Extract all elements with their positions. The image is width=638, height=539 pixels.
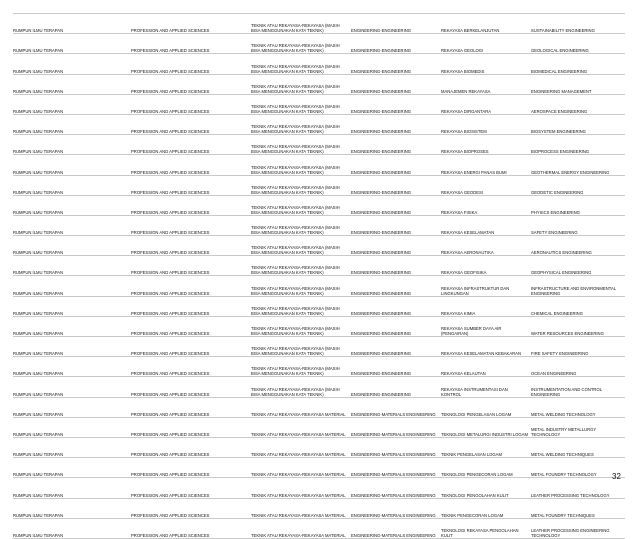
- rumpun-cell: RUMPUN ILMU TERAPAN: [13, 458, 131, 478]
- field-id-cell: TEKNIK ATAU REKAYASA-REKAYASA MATERIAL: [251, 478, 351, 498]
- subfield-id-cell: TEKNOLOGI PENGELASAN LOGAM: [441, 397, 531, 417]
- subfield-en-cell: SAFETY ENGINEERING: [531, 215, 625, 235]
- subfield-id-cell: REKAYASA AERONAUTIKA: [441, 236, 531, 256]
- subfield-id-cell: REKAYASA BERKELANJUTAN: [441, 14, 531, 34]
- subfield-id-cell: REKAYASA INSTRUMENTASI DAN KONTROL: [441, 377, 531, 397]
- field-id-cell: TEKNIK ATAU REKAYASA-REKAYASA (MASIH BISA MENGGUNAKAN KATA TEKNIK): [251, 316, 351, 336]
- field-id-cell: TEKNIK ATAU REKAYASA-REKAYASA (MASIH BISA MENGGUNAKAN KATA TEKNIK): [251, 215, 351, 235]
- subfield-en-cell: METAL INDUSTRY METALLURGY TECHNOLOGY: [531, 417, 625, 437]
- subfield-en-cell: METAL WELDING TECHNOLOGY: [531, 397, 625, 417]
- discipline-cell: PROFESSION AND APPLIED SCIENCES: [131, 337, 251, 357]
- discipline-cell: PROFESSION AND APPLIED SCIENCES: [131, 458, 251, 478]
- rumpun-cell: RUMPUN ILMU TERAPAN: [13, 397, 131, 417]
- table-row: [13, 54, 625, 74]
- subfield-id-cell: REKAYASA DIRGANTARA: [441, 94, 531, 114]
- subfield-en-cell: GEOLOGICAL ENGINEERING: [531, 34, 625, 54]
- field-en-cell: ENGINEERING-MATERIALS ENGINEERING: [351, 498, 441, 518]
- subfield-id-cell: REKAYASA GEOFISIKA: [441, 256, 531, 276]
- field-id-cell: TEKNIK ATAU REKAYASA-REKAYASA MATERIAL: [251, 498, 351, 518]
- rumpun-cell: RUMPUN ILMU TERAPAN: [13, 377, 131, 397]
- field-en-cell: ENGINEERING-MATERIALS ENGINEERING: [351, 437, 441, 457]
- field-en-cell: ENGINEERING-MATERIALS ENGINEERING: [351, 417, 441, 437]
- rumpun-cell: RUMPUN ILMU TERAPAN: [13, 357, 131, 377]
- discipline-cell: PROFESSION AND APPLIED SCIENCES: [131, 397, 251, 417]
- rumpun-cell: RUMPUN ILMU TERAPAN: [13, 215, 131, 235]
- subfield-id-cell: REKAYASA KIMIA: [441, 296, 531, 316]
- table-row: [13, 74, 625, 94]
- table-row: [13, 114, 625, 134]
- table-row: [13, 337, 625, 357]
- rumpun-cell: RUMPUN ILMU TERAPAN: [13, 437, 131, 457]
- discipline-cell: PROFESSION AND APPLIED SCIENCES: [131, 175, 251, 195]
- table-row: [13, 215, 625, 235]
- subfield-en-cell: WATER RESOURCES ENGINEERING: [531, 316, 625, 336]
- table-row: [13, 296, 625, 316]
- classification-table: [13, 13, 625, 539]
- discipline-cell: PROFESSION AND APPLIED SCIENCES: [131, 518, 251, 538]
- subfield-en-cell: BIOSYSTEM ENGINEERING: [531, 114, 625, 134]
- table-body: [13, 14, 625, 539]
- subfield-id-cell: REKAYASA INFRASTRUKTUR DAN LINGKUNGAN: [441, 276, 531, 296]
- subfield-id-cell: REKAYASA KESELAMATAN KEBAKARAN: [441, 337, 531, 357]
- subfield-en-cell: AEROSPACE ENGINEERING: [531, 94, 625, 114]
- field-id-cell: TEKNIK ATAU REKAYASA-REKAYASA (MASIH BISA MENGGUNAKAN KATA TEKNIK): [251, 256, 351, 276]
- field-en-cell: ENGINEERING-ENGINEERING: [351, 296, 441, 316]
- table-row: [13, 518, 625, 538]
- table-row: [13, 14, 625, 34]
- field-id-cell: TEKNIK ATAU REKAYASA-REKAYASA MATERIAL: [251, 397, 351, 417]
- table-row: [13, 94, 625, 114]
- field-id-cell: TEKNIK ATAU REKAYASA-REKAYASA (MASIH BISA MENGGUNAKAN KATA TEKNIK): [251, 276, 351, 296]
- field-en-cell: ENGINEERING-ENGINEERING: [351, 316, 441, 336]
- subfield-en-cell: METAL WELDING TECHNIQUES: [531, 437, 625, 457]
- subfield-en-cell: GEOPHYSICAL ENGINEERING: [531, 256, 625, 276]
- field-id-cell: TEKNIK ATAU REKAYASA-REKAYASA (MASIH BISA MENGGUNAKAN KATA TEKNIK): [251, 94, 351, 114]
- field-en-cell: ENGINEERING-ENGINEERING: [351, 155, 441, 175]
- field-en-cell: ENGINEERING-ENGINEERING: [351, 74, 441, 94]
- rumpun-cell: RUMPUN ILMU TERAPAN: [13, 34, 131, 54]
- field-id-cell: TEKNIK ATAU REKAYASA-REKAYASA (MASIH BISA MENGGUNAKAN KATA TEKNIK): [251, 14, 351, 34]
- field-en-cell: ENGINEERING-ENGINEERING: [351, 337, 441, 357]
- discipline-cell: PROFESSION AND APPLIED SCIENCES: [131, 74, 251, 94]
- subfield-id-cell: TEKNOLOGI PENGOLAHAN KULIT: [441, 478, 531, 498]
- subfield-id-cell: TEKNIK PENGECORAN LOGAM: [441, 498, 531, 518]
- rumpun-cell: RUMPUN ILMU TERAPAN: [13, 337, 131, 357]
- rumpun-cell: RUMPUN ILMU TERAPAN: [13, 114, 131, 134]
- subfield-id-cell: REKAYASA GEODESI: [441, 175, 531, 195]
- table-row: [13, 478, 625, 498]
- subfield-id-cell: REKAYASA FISIKA: [441, 195, 531, 215]
- field-en-cell: ENGINEERING-ENGINEERING: [351, 114, 441, 134]
- field-en-cell: ENGINEERING-MATERIALS ENGINEERING: [351, 397, 441, 417]
- rumpun-cell: RUMPUN ILMU TERAPAN: [13, 155, 131, 175]
- subfield-id-cell: TEKNOLOGI REKAYASA PENGOLAHAN KULIT: [441, 518, 531, 538]
- field-id-cell: TEKNIK ATAU REKAYASA-REKAYASA (MASIH BISA MENGGUNAKAN KATA TEKNIK): [251, 135, 351, 155]
- rumpun-cell: RUMPUN ILMU TERAPAN: [13, 135, 131, 155]
- field-en-cell: ENGINEERING-ENGINEERING: [351, 94, 441, 114]
- subfield-id-cell: TEKNOLOGI PENGECORAN LOGAM: [441, 458, 531, 478]
- subfield-en-cell: ENGINEERING MANAGEMENT: [531, 74, 625, 94]
- discipline-cell: PROFESSION AND APPLIED SCIENCES: [131, 498, 251, 518]
- field-en-cell: ENGINEERING-ENGINEERING: [351, 256, 441, 276]
- field-en-cell: ENGINEERING-ENGINEERING: [351, 215, 441, 235]
- rumpun-cell: RUMPUN ILMU TERAPAN: [13, 14, 131, 34]
- table-row: [13, 236, 625, 256]
- subfield-id-cell: REKAYASA BIOSISTEM: [441, 114, 531, 134]
- field-id-cell: TEKNIK ATAU REKAYASA-REKAYASA (MASIH BISA MENGGUNAKAN KATA TEKNIK): [251, 34, 351, 54]
- field-id-cell: TEKNIK ATAU REKAYASA-REKAYASA (MASIH BISA MENGGUNAKAN KATA TEKNIK): [251, 54, 351, 74]
- subfield-id-cell: MANAJEMEN REKAYASA: [441, 74, 531, 94]
- subfield-en-cell: GEOTHERMAL ENERGY ENGINEERING: [531, 155, 625, 175]
- rumpun-cell: RUMPUN ILMU TERAPAN: [13, 276, 131, 296]
- discipline-cell: PROFESSION AND APPLIED SCIENCES: [131, 417, 251, 437]
- field-id-cell: TEKNIK ATAU REKAYASA-REKAYASA (MASIH BISA MENGGUNAKAN KATA TEKNIK): [251, 74, 351, 94]
- subfield-en-cell: INSTRUMENTATION AND CONTROL ENGINEERING: [531, 377, 625, 397]
- rumpun-cell: RUMPUN ILMU TERAPAN: [13, 54, 131, 74]
- subfield-id-cell: REKAYASA GEOLOGI: [441, 34, 531, 54]
- subfield-en-cell: BIOMEDICAL ENGINEERING: [531, 54, 625, 74]
- table-row: [13, 155, 625, 175]
- table-row: [13, 135, 625, 155]
- rumpun-cell: RUMPUN ILMU TERAPAN: [13, 316, 131, 336]
- field-en-cell: ENGINEERING-ENGINEERING: [351, 54, 441, 74]
- subfield-en-cell: METAL FOUNDRY TECHNIQUES: [531, 498, 625, 518]
- discipline-cell: PROFESSION AND APPLIED SCIENCES: [131, 357, 251, 377]
- discipline-cell: PROFESSION AND APPLIED SCIENCES: [131, 195, 251, 215]
- field-en-cell: ENGINEERING-ENGINEERING: [351, 377, 441, 397]
- field-en-cell: ENGINEERING-MATERIALS ENGINEERING: [351, 478, 441, 498]
- discipline-cell: PROFESSION AND APPLIED SCIENCES: [131, 316, 251, 336]
- discipline-cell: PROFESSION AND APPLIED SCIENCES: [131, 296, 251, 316]
- subfield-en-cell: SUSTAINABILITY ENGINEERING: [531, 14, 625, 34]
- discipline-cell: PROFESSION AND APPLIED SCIENCES: [131, 54, 251, 74]
- subfield-id-cell: REKAYASA BIOMEDIS: [441, 54, 531, 74]
- rumpun-cell: RUMPUN ILMU TERAPAN: [13, 256, 131, 276]
- discipline-cell: PROFESSION AND APPLIED SCIENCES: [131, 478, 251, 498]
- discipline-cell: PROFESSION AND APPLIED SCIENCES: [131, 155, 251, 175]
- rumpun-cell: RUMPUN ILMU TERAPAN: [13, 175, 131, 195]
- subfield-id-cell: REKAYASA KESELAMATAN: [441, 215, 531, 235]
- field-en-cell: ENGINEERING-MATERIALS ENGINEERING: [351, 518, 441, 538]
- rumpun-cell: RUMPUN ILMU TERAPAN: [13, 417, 131, 437]
- subfield-en-cell: BIOPROCESS ENGINEERING: [531, 135, 625, 155]
- field-en-cell: ENGINEERING-ENGINEERING: [351, 175, 441, 195]
- field-en-cell: ENGINEERING-ENGINEERING: [351, 135, 441, 155]
- field-id-cell: TEKNIK ATAU REKAYASA-REKAYASA (MASIH BISA MENGGUNAKAN KATA TEKNIK): [251, 296, 351, 316]
- table-row: [13, 377, 625, 397]
- field-id-cell: TEKNIK ATAU REKAYASA-REKAYASA (MASIH BISA MENGGUNAKAN KATA TEKNIK): [251, 377, 351, 397]
- field-id-cell: TEKNIK ATAU REKAYASA-REKAYASA MATERIAL: [251, 458, 351, 478]
- field-id-cell: TEKNIK ATAU REKAYASA-REKAYASA (MASIH BISA MENGGUNAKAN KATA TEKNIK): [251, 236, 351, 256]
- table-row: [13, 34, 625, 54]
- subfield-id-cell: REKAYASA KELAUTAN: [441, 357, 531, 377]
- table-row: [13, 357, 625, 377]
- field-id-cell: TEKNIK ATAU REKAYASA-REKAYASA (MASIH BISA MENGGUNAKAN KATA TEKNIK): [251, 175, 351, 195]
- rumpun-cell: RUMPUN ILMU TERAPAN: [13, 74, 131, 94]
- field-id-cell: TEKNIK ATAU REKAYASA-REKAYASA MATERIAL: [251, 437, 351, 457]
- subfield-id-cell: TEKNIK PENGELASAN LOGAM: [441, 437, 531, 457]
- discipline-cell: PROFESSION AND APPLIED SCIENCES: [131, 135, 251, 155]
- subfield-en-cell: METAL FOUNDRY TECHNOLOGY: [531, 458, 625, 478]
- table-row: [13, 458, 625, 478]
- field-en-cell: ENGINEERING-ENGINEERING: [351, 276, 441, 296]
- discipline-cell: PROFESSION AND APPLIED SCIENCES: [131, 215, 251, 235]
- table-row: [13, 417, 625, 437]
- field-id-cell: TEKNIK ATAU REKAYASA-REKAYASA MATERIAL: [251, 417, 351, 437]
- table-row: [13, 175, 625, 195]
- table-row: [13, 256, 625, 276]
- discipline-cell: PROFESSION AND APPLIED SCIENCES: [131, 14, 251, 34]
- table-row: [13, 397, 625, 417]
- field-en-cell: ENGINEERING-MATERIALS ENGINEERING: [351, 458, 441, 478]
- discipline-cell: PROFESSION AND APPLIED SCIENCES: [131, 276, 251, 296]
- table-row: [13, 316, 625, 336]
- subfield-id-cell: REKAYASA SUMBER DAYA AIR (PENGAIRAN): [441, 316, 531, 336]
- field-id-cell: TEKNIK ATAU REKAYASA-REKAYASA (MASIH BISA MENGGUNAKAN KATA TEKNIK): [251, 337, 351, 357]
- discipline-cell: PROFESSION AND APPLIED SCIENCES: [131, 256, 251, 276]
- field-en-cell: ENGINEERING-ENGINEERING: [351, 357, 441, 377]
- subfield-en-cell: LEATHER PROCESSING ENGINEERING TECHNOLOGY: [531, 518, 625, 538]
- field-id-cell: TEKNIK ATAU REKAYASA-REKAYASA (MASIH BISA MENGGUNAKAN KATA TEKNIK): [251, 155, 351, 175]
- subfield-id-cell: TEKNOLOGI METALURGI INDUSTRI LOGAM: [441, 417, 531, 437]
- rumpun-cell: RUMPUN ILMU TERAPAN: [13, 296, 131, 316]
- table-row: [13, 437, 625, 457]
- field-en-cell: ENGINEERING-ENGINEERING: [351, 14, 441, 34]
- field-id-cell: TEKNIK ATAU REKAYASA-REKAYASA (MASIH BISA MENGGUNAKAN KATA TEKNIK): [251, 195, 351, 215]
- rumpun-cell: RUMPUN ILMU TERAPAN: [13, 195, 131, 215]
- discipline-cell: PROFESSION AND APPLIED SCIENCES: [131, 236, 251, 256]
- subfield-en-cell: PHYSICS ENGINEERING: [531, 195, 625, 215]
- discipline-cell: PROFESSION AND APPLIED SCIENCES: [131, 34, 251, 54]
- discipline-cell: PROFESSION AND APPLIED SCIENCES: [131, 437, 251, 457]
- subfield-en-cell: AERONAUTICS ENGINEERING: [531, 236, 625, 256]
- field-id-cell: TEKNIK ATAU REKAYASA-REKAYASA (MASIH BISA MENGGUNAKAN KATA TEKNIK): [251, 357, 351, 377]
- discipline-cell: PROFESSION AND APPLIED SCIENCES: [131, 377, 251, 397]
- field-en-cell: ENGINEERING-ENGINEERING: [351, 34, 441, 54]
- discipline-cell: PROFESSION AND APPLIED SCIENCES: [131, 114, 251, 134]
- subfield-en-cell: OCEAN ENGINEERING: [531, 357, 625, 377]
- field-id-cell: TEKNIK ATAU REKAYASA-REKAYASA (MASIH BISA MENGGUNAKAN KATA TEKNIK): [251, 114, 351, 134]
- field-en-cell: ENGINEERING-ENGINEERING: [351, 236, 441, 256]
- rumpun-cell: RUMPUN ILMU TERAPAN: [13, 94, 131, 114]
- subfield-id-cell: REKAYASA BIOPROSES: [441, 135, 531, 155]
- rumpun-cell: RUMPUN ILMU TERAPAN: [13, 498, 131, 518]
- subfield-en-cell: INFRASTRUCTURE AND ENVIRONMENTAL ENGINEERING: [531, 276, 625, 296]
- subfield-en-cell: GEODETIC ENGINEERING: [531, 175, 625, 195]
- rumpun-cell: RUMPUN ILMU TERAPAN: [13, 518, 131, 538]
- subfield-id-cell: REKAYASA ENERGI PANAS BUMI: [441, 155, 531, 175]
- subfield-en-cell: LEATHER PROCESSING TECHNOLOGY: [531, 478, 625, 498]
- rumpun-cell: RUMPUN ILMU TERAPAN: [13, 236, 131, 256]
- field-id-cell: TEKNIK ATAU REKAYASA-REKAYASA MATERIAL: [251, 518, 351, 538]
- field-en-cell: ENGINEERING-ENGINEERING: [351, 195, 441, 215]
- rumpun-cell: RUMPUN ILMU TERAPAN: [13, 478, 131, 498]
- table-row: [13, 276, 625, 296]
- table-row: [13, 195, 625, 215]
- discipline-cell: PROFESSION AND APPLIED SCIENCES: [131, 94, 251, 114]
- subfield-en-cell: FIRE SAFETY ENGINEERING: [531, 337, 625, 357]
- page-number: 32: [612, 472, 621, 481]
- subfield-en-cell: CHEMICAL ENGINEERING: [531, 296, 625, 316]
- table-row: [13, 498, 625, 518]
